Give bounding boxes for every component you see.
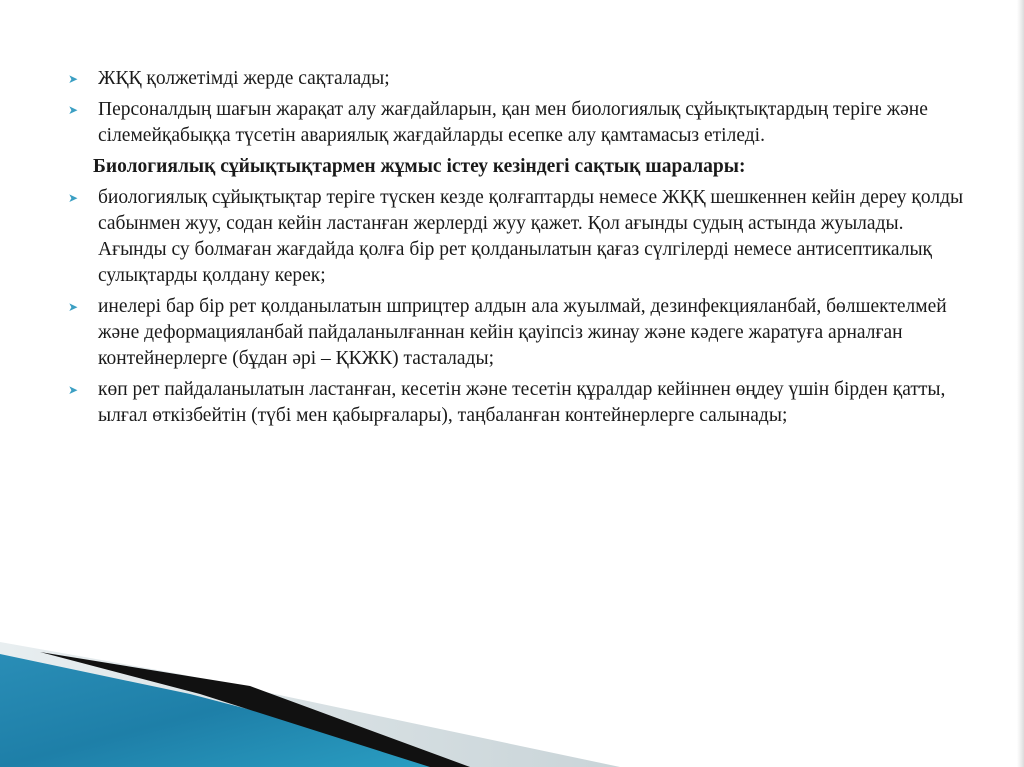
list-item: [68, 377, 968, 429]
list-item-text: Персоналдың шағын жарақат алу жағдайларын, қан мен биологиялық сұйықтықтардың теріге және сілемейқабыққа түсетін авариялық жағдайларды есепке алу қамтамасыз етіледі.: [98, 99, 928, 146]
list-item-text: инелері бар бір рет қолданылатын шприцтер алдын ала жуылмай, дезинфекцияланбай, бөлшектелмей және деформацияланбай пайдаланылғаннан кейін қауіпсіз жинау және кәдеге жаратуға арналған контейнерлерге (бұдан әрі – ҚКЖК) тасталады;: [98, 296, 947, 369]
list-item: [68, 185, 968, 289]
bottom-decorative-swoosh: [0, 642, 1024, 767]
arrow-bullet-icon: ➤: [68, 72, 79, 86]
list-item-text: биологиялық сұйықтықтар теріге түскен кезде қолғаптарды немесе ЖҚҚ шешкеннен кейін дереу қолды сабынмен жуу, содан кейін ластанған жерлерді жуу қажет. Қол ағынды судың астында жуылады. Ағынды су болмаған жағдайда қолға бір рет қолданылатын қағаз сүлгілерді немесе антисептикалық сулықтарды қолдану керек;: [98, 187, 964, 286]
list-item: [68, 294, 968, 372]
arrow-bullet-icon: ➤: [68, 300, 79, 314]
list-item-text: ЖҚҚ қолжетімді жерде сақталады;: [98, 68, 390, 89]
list-item: [68, 97, 968, 149]
list-item: [68, 66, 968, 92]
arrow-bullet-icon: ➤: [68, 103, 79, 117]
section-heading: Биологиялық сұйықтықтармен жұмыс істеу кезіндегі сақтық шаралары:: [93, 156, 746, 177]
slide-body: [68, 66, 968, 434]
list-item-text: көп рет пайдаланылатын ластанған, кесетін және тесетін құралдар кейіннен өңдеу үшін бірден қатты, ылғал өткізбейтін (түбі мен қабырғалары), таңбаланған контейнерлерге салынады;: [98, 379, 946, 426]
arrow-bullet-icon: ➤: [68, 191, 79, 205]
arrow-bullet-icon: ➤: [68, 383, 79, 397]
